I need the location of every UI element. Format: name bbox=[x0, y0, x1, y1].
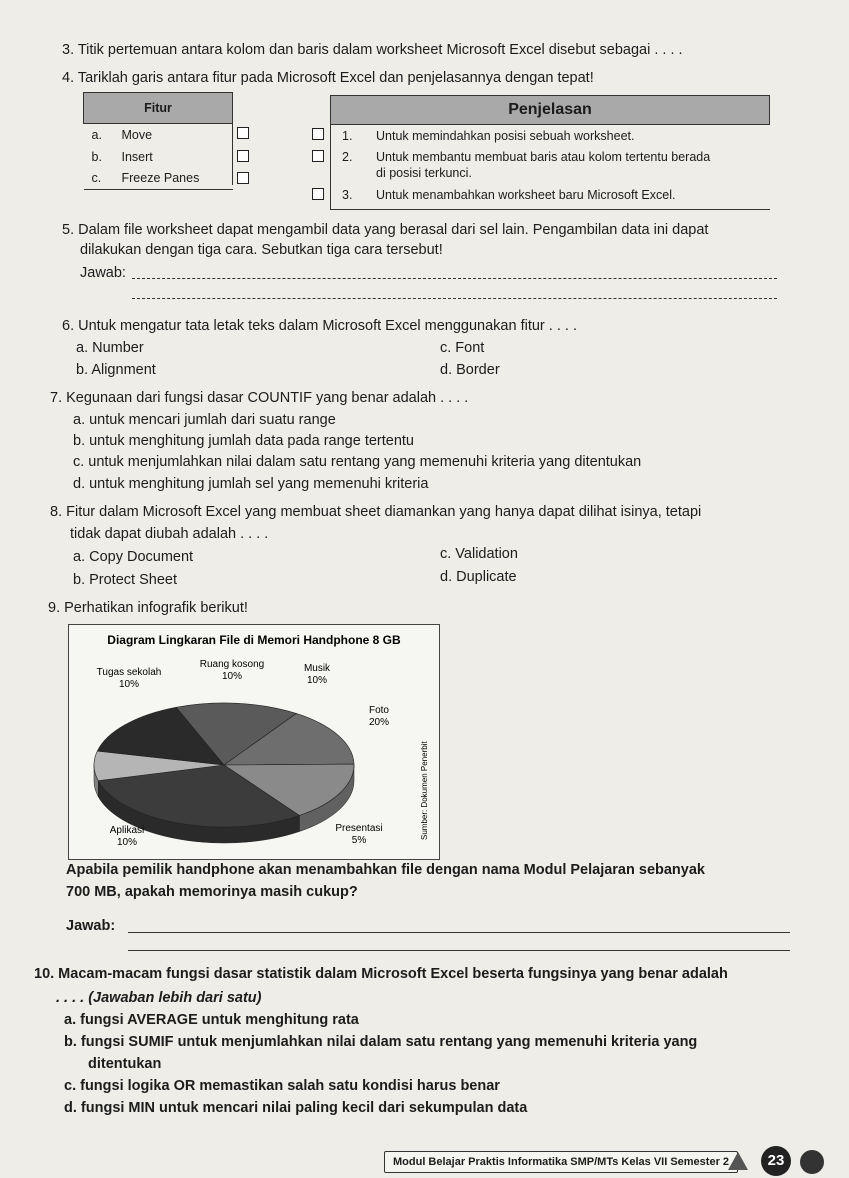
fitur-letter: b. bbox=[91, 149, 102, 164]
penjelasan-num: 1. bbox=[342, 129, 353, 143]
match-checkbox-b[interactable] bbox=[237, 150, 249, 162]
match-checkbox-a[interactable] bbox=[237, 127, 249, 139]
option-6a[interactable]: a. Number bbox=[76, 340, 144, 356]
penjelasan-item-2-cont: di posisi terkunci. bbox=[376, 166, 472, 180]
answer-line-5a[interactable] bbox=[132, 278, 777, 279]
question-10-line1: 10. Macam-macam fungsi dasar statistik dalam Microsoft Excel beserta fungsinya yang benar adalah bbox=[34, 966, 728, 982]
question-7: 7. Kegunaan dari fungsi dasar COUNTIF yang benar adalah . . . . bbox=[50, 390, 469, 406]
fitur-table-border bbox=[232, 92, 234, 185]
answer-label-9: Jawab: bbox=[66, 918, 116, 934]
match-checkbox-3[interactable] bbox=[312, 188, 324, 200]
question-3: 3. Titik pertemuan antara kolom dan baris dalam worksheet Microsoft Excel disebut sebagai . . . . bbox=[62, 42, 683, 58]
option-6b[interactable]: b. Alignment bbox=[76, 362, 156, 378]
penjelasan-num: 3. bbox=[342, 188, 353, 202]
answer-label-5: Jawab: bbox=[80, 265, 126, 281]
match-checkbox-1[interactable] bbox=[312, 128, 324, 140]
chart-source: Sumber: Dokumen Penerbit bbox=[420, 741, 429, 840]
chart-title: Diagram Lingkaran File di Memori Handphone 8 GB bbox=[107, 633, 401, 647]
penjelasan-item-1: Untuk memindahkan posisi sebuah worksheet. bbox=[376, 129, 635, 143]
answer-line-9b[interactable] bbox=[128, 950, 790, 951]
fitur-header: Fitur bbox=[84, 93, 233, 124]
match-checkbox-2[interactable] bbox=[312, 150, 324, 162]
option-8d[interactable]: d. Duplicate bbox=[440, 569, 517, 585]
pie-label-foto: Foto bbox=[368, 705, 390, 716]
option-6c[interactable]: c. Font bbox=[440, 340, 485, 356]
pie-value-foto: 20% bbox=[368, 717, 390, 728]
page-number: 23 bbox=[761, 1146, 791, 1176]
footer-circle-icon bbox=[800, 1150, 824, 1174]
fitur-item-move: Move bbox=[121, 127, 153, 142]
option-8b[interactable]: b. Protect Sheet bbox=[73, 572, 177, 588]
option-10d[interactable]: d. fungsi MIN untuk mencari nilai paling kecil dari sekumpulan data bbox=[64, 1100, 528, 1116]
fitur-table bbox=[83, 92, 233, 190]
pie-value-presentasi: 5% bbox=[351, 835, 367, 846]
option-7d[interactable]: d. untuk menghitung jumlah sel yang memenuhi kriteria bbox=[73, 476, 429, 492]
option-10a[interactable]: a. fungsi AVERAGE untuk menghitung rata bbox=[64, 1012, 359, 1028]
question-10-line2: . . . . (Jawaban lebih dari satu) bbox=[56, 990, 262, 1006]
option-6d[interactable]: d. Border bbox=[440, 362, 500, 378]
option-7a[interactable]: a. untuk mencari jumlah dari suatu range bbox=[73, 412, 336, 428]
infographic-box bbox=[68, 624, 440, 860]
question-9-prompt-line1: Apabila pemilik handphone akan menambahkan file dengan nama Modul Pelajaran sebanyak bbox=[66, 862, 705, 878]
pie-slices bbox=[94, 703, 354, 843]
pie-label-presentasi: Presentasi bbox=[335, 823, 383, 834]
footer-label: Modul Belajar Praktis Informatika SMP/MTs Kelas VII Semester 2 bbox=[384, 1151, 738, 1173]
question-6: 6. Untuk mengatur tata letak teks dalam Microsoft Excel menggunakan fitur . . . . bbox=[62, 318, 577, 334]
question-9-prompt-line2: 700 MB, apakah memorinya masih cukup? bbox=[66, 884, 358, 900]
footer-triangle-icon bbox=[728, 1152, 748, 1170]
pie-value-aplikasi: 10% bbox=[116, 837, 138, 848]
question-9: 9. Perhatikan infografik berikut! bbox=[48, 600, 248, 616]
pie-value-tugas-sekolah: 10% bbox=[118, 679, 140, 690]
option-8a[interactable]: a. Copy Document bbox=[73, 549, 194, 565]
option-7c[interactable]: c. untuk menjumlahkan nilai dalam satu rentang yang memenuhi kriteria yang ditentukan bbox=[73, 454, 642, 470]
penjelasan-table bbox=[330, 95, 770, 210]
pie-label-ruang-kosong: Ruang kosong bbox=[199, 659, 265, 670]
option-8c[interactable]: c. Validation bbox=[440, 546, 518, 562]
fitur-letter: a. bbox=[91, 127, 102, 142]
option-10b-cont: ditentukan bbox=[88, 1056, 162, 1072]
pie-label-musik: Musik bbox=[303, 663, 331, 674]
pie-chart bbox=[69, 625, 439, 859]
fitur-item-insert: Insert bbox=[121, 149, 153, 164]
pie-label-aplikasi: Aplikasi bbox=[109, 825, 145, 836]
match-checkbox-c[interactable] bbox=[237, 172, 249, 184]
penjelasan-item-2: Untuk membantu membuat baris atau kolom tertentu berada bbox=[376, 150, 711, 164]
pie-value-musik: 10% bbox=[306, 675, 328, 686]
answer-line-9a[interactable] bbox=[128, 932, 790, 933]
penjelasan-item-3: Untuk menambahkan worksheet baru Microsoft Excel. bbox=[376, 188, 676, 202]
question-5-line1: 5. Dalam file worksheet dapat mengambil data yang berasal dari sel lain. Pengambilan data ini dapat bbox=[62, 222, 709, 238]
option-7b[interactable]: b. untuk menghitung jumlah data pada range tertentu bbox=[73, 433, 414, 449]
fitur-item-freeze-panes: Freeze Panes bbox=[121, 171, 200, 186]
answer-line-5b[interactable] bbox=[132, 298, 777, 299]
question-5-line2: dilakukan dengan tiga cara. Sebutkan tiga cara tersebut! bbox=[80, 242, 443, 258]
pie-value-ruang-kosong: 10% bbox=[221, 671, 243, 682]
option-10b[interactable]: b. fungsi SUMIF untuk menjumlahkan nilai dalam satu rentang yang memenuhi kriteria yang bbox=[64, 1034, 698, 1050]
question-8-line2: tidak dapat diubah adalah . . . . bbox=[70, 526, 269, 542]
question-8-line1: 8. Fitur dalam Microsoft Excel yang membuat sheet diamankan yang hanya dapat dilihat isinya, tetapi bbox=[50, 504, 702, 520]
question-4: 4. Tariklah garis antara fitur pada Microsoft Excel dan penjelasannya dengan tepat! bbox=[62, 70, 594, 86]
fitur-letter: c. bbox=[91, 171, 102, 186]
pie-label-tugas-sekolah: Tugas sekolah bbox=[96, 667, 162, 678]
option-10c[interactable]: c. fungsi logika OR memastikan salah satu kondisi harus benar bbox=[64, 1078, 500, 1094]
penjelasan-num: 2. bbox=[342, 150, 353, 164]
penjelasan-header: Penjelasan bbox=[330, 95, 770, 125]
